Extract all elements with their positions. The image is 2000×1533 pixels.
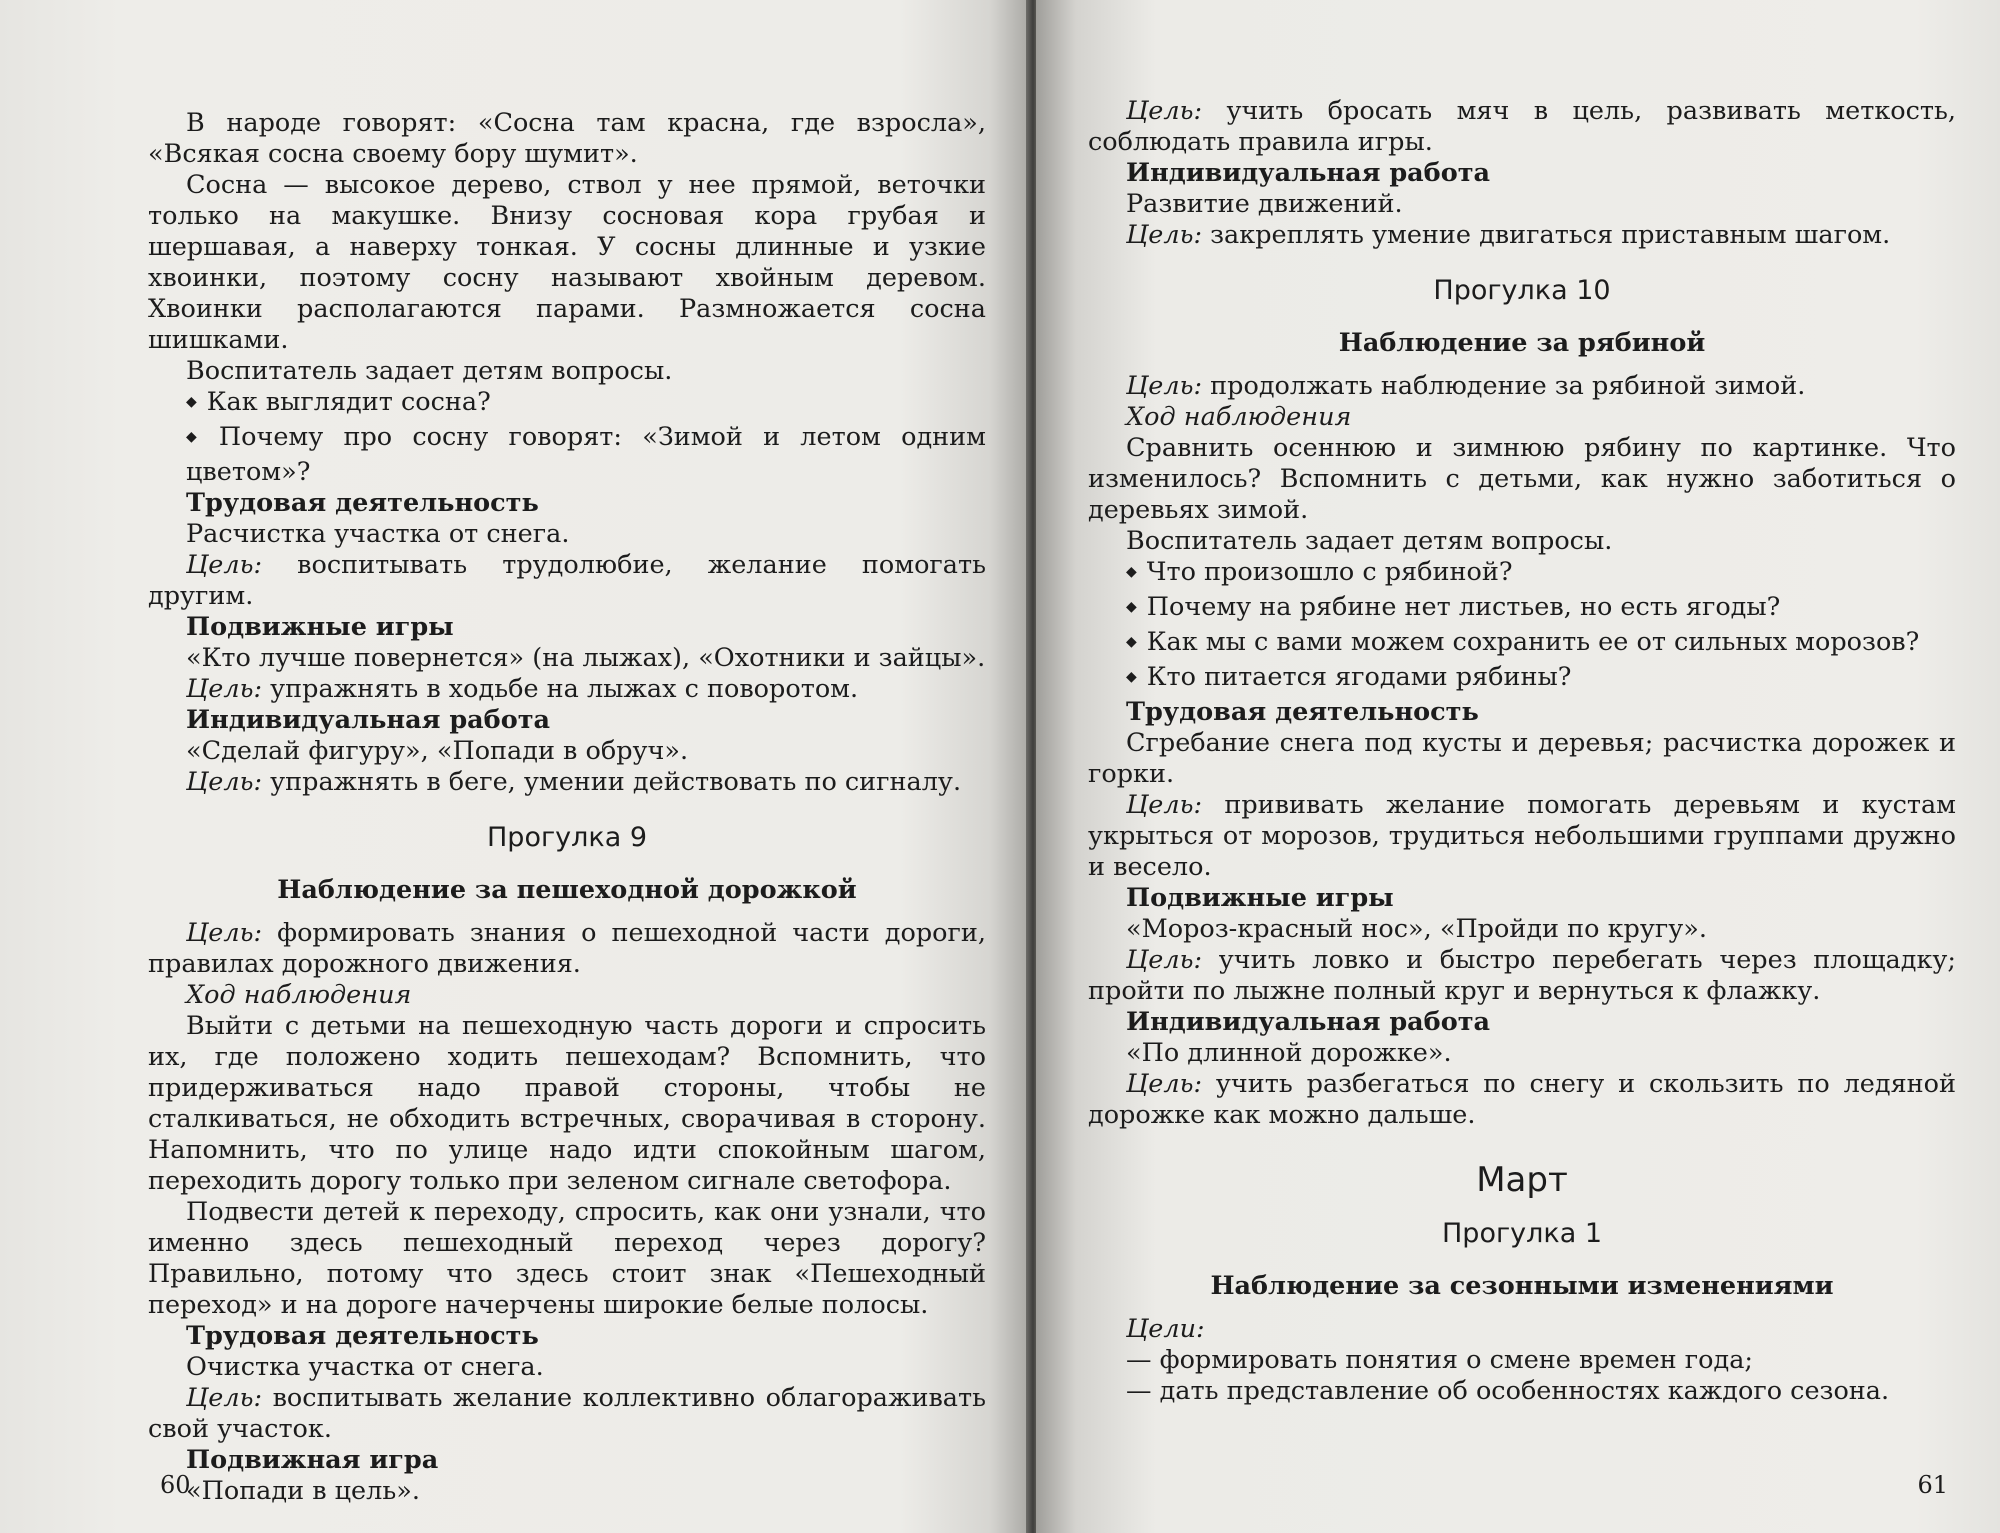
goal-label: Цель: bbox=[1126, 945, 1203, 975]
goal-line bbox=[148, 550, 986, 612]
goal-list-item: — формировать понятия о смене времен года; bbox=[1126, 1345, 1753, 1375]
paragraph: Воспитатель задает детям вопросы. bbox=[1126, 526, 1613, 556]
goal-text: упражнять в ходьбе на лыжах с поворотом. bbox=[262, 674, 859, 704]
goal-label: Цель: bbox=[1126, 1069, 1203, 1099]
goal-line bbox=[148, 674, 986, 705]
paragraph: Сосна — высокое дерево, ствол у нее прямой, веточки только на макушке. Внизу сосновая кора грубая и шершавая, а наверху тонкая. У сосны длинные и узкие хвоинки, поэтому сосну называют хвойным деревом. Хвоинки располагаются парами. Размножается сосна шишками. bbox=[148, 170, 986, 355]
goal-label: Цель: bbox=[1126, 96, 1203, 126]
goal-list-item: — дать представление об особенностях каждого сезона. bbox=[1126, 1376, 1890, 1406]
goal-text: учить бросать мяч в цель, развивать меткость, соблюдать правила игры. bbox=[1088, 96, 1956, 157]
goal-line bbox=[148, 918, 986, 980]
right-page-text bbox=[1088, 96, 1956, 1407]
goal-line bbox=[148, 767, 986, 798]
goal-text: воспитывать желание коллективно облагораживать свой участок. bbox=[148, 1383, 986, 1444]
paragraph: «Попади в цель». bbox=[186, 1476, 420, 1506]
goal-label: Цель: bbox=[186, 550, 263, 580]
goal-label: Цель: bbox=[1126, 790, 1203, 820]
section-heading: Трудовая деятельность bbox=[186, 1321, 539, 1351]
paragraph: Подвести детей к переходу, спросить, как они узнали, что именно здесь пешеходный переход через дорогу? Правильно, потому что здесь стоит знак «Пешеходный переход» и на дороге начерчены широкие белые полосы. bbox=[148, 1197, 986, 1320]
question-item: ◆ Кто питается ягодами рябины? bbox=[1088, 662, 1956, 697]
paragraph: Расчистка участка от снега. bbox=[186, 519, 570, 549]
goal-text: воспитывать трудолюбие, желание помогать другим. bbox=[148, 550, 986, 611]
observation-title: Наблюдение за пешеходной дорожкой bbox=[277, 875, 857, 905]
left-page-text bbox=[148, 108, 986, 1507]
goal-label: Цель: bbox=[186, 918, 263, 948]
observation-title: Наблюдение за сезонными изменениями bbox=[1210, 1271, 1834, 1301]
goal-line bbox=[1088, 96, 1956, 158]
observation-course-heading: Ход наблюдения bbox=[186, 980, 412, 1010]
goal-text: формировать знания о пешеходной части дороги, правилах дорожного движения. bbox=[148, 918, 986, 979]
walk-title: Прогулка 10 bbox=[1433, 275, 1611, 306]
question-item: ◆ Как выглядит сосна? bbox=[148, 387, 986, 422]
goal-line bbox=[1088, 945, 1956, 1007]
goal-text: учить ловко и быстро перебегать через площадку; пройти по лыжне полный круг и вернуться к флажку. bbox=[1088, 945, 1956, 1006]
section-heading: Индивидуальная работа bbox=[1126, 158, 1491, 188]
paragraph: Развитие движений. bbox=[1126, 189, 1403, 219]
question-item: ◆ Как мы с вами можем сохранить ее от сильных морозов? bbox=[1088, 627, 1956, 662]
paragraph: В народе говорят: «Сосна там красна, где взросла», «Всякая сосна своему бору шумит». bbox=[148, 108, 986, 169]
walk-title: Прогулка 9 bbox=[487, 822, 647, 853]
observation-title: Наблюдение за рябиной bbox=[1338, 328, 1706, 358]
goals-heading: Цели: bbox=[1126, 1314, 1205, 1344]
goal-line bbox=[148, 1383, 986, 1445]
paragraph: Воспитатель задает детям вопросы. bbox=[186, 356, 673, 386]
section-heading: Подвижные игры bbox=[186, 612, 454, 642]
section-heading: Трудовая деятельность bbox=[1126, 697, 1479, 727]
question-item: ◆ Почему про сосну говорят: «Зимой и летом одним цветом»? bbox=[148, 422, 986, 488]
goal-text: прививать желание помогать деревьям и кустам укрыться от морозов, трудиться небольшими группами дружно и весело. bbox=[1088, 790, 1956, 882]
goal-text: закреплять умение двигаться приставным шагом. bbox=[1202, 220, 1891, 250]
page-number: 60 bbox=[160, 1471, 191, 1499]
goal-line bbox=[1088, 790, 1956, 883]
paragraph: «По длинной дорожке». bbox=[1126, 1038, 1452, 1068]
section-heading: Подвижная игра bbox=[186, 1445, 439, 1475]
goal-line bbox=[1088, 220, 1956, 251]
paragraph: Выйти с детьми на пешеходную часть дороги и спросить их, где положено ходить пешеходам? Вспомнить, что придерживаться надо правой стороны, чтобы не сталкиваться, не обходить встречных, сворачивая в сторону. Напомнить, что по улице надо идти спокойным шагом, переходить дорогу только при зеленом сигнале светофора. bbox=[148, 1011, 986, 1196]
paragraph: «Сделай фигуру», «Попади в обруч». bbox=[186, 736, 689, 766]
goal-label: Цель: bbox=[1126, 220, 1203, 250]
section-heading: Подвижные игры bbox=[1126, 883, 1394, 913]
goal-text: учить разбегаться по снегу и скользить по ледяной дорожке как можно дальше. bbox=[1088, 1069, 1956, 1130]
goal-text: продолжать наблюдение за рябиной зимой. bbox=[1202, 371, 1806, 401]
paragraph: Сгребание снега под кусты и деревья; расчистка дорожек и горки. bbox=[1088, 728, 1956, 789]
goal-line bbox=[1088, 371, 1956, 402]
goal-label: Цель: bbox=[186, 767, 263, 797]
question-item: ◆ Что произошло с рябиной? bbox=[1088, 557, 1956, 592]
paragraph: «Кто лучше повернется» (на лыжах), «Охотники и зайцы». bbox=[186, 643, 986, 673]
question-item: ◆ Почему на рябине нет листьев, но есть ягоды? bbox=[1088, 592, 1956, 627]
section-heading: Трудовая деятельность bbox=[186, 488, 539, 518]
right-page bbox=[1036, 0, 2000, 1533]
section-heading: Индивидуальная работа bbox=[186, 705, 551, 735]
goal-label: Цель: bbox=[186, 674, 263, 704]
page-number: 61 bbox=[1917, 1471, 1948, 1499]
paragraph: «Мороз-красный нос», «Пройди по кругу». bbox=[1126, 914, 1707, 944]
month-title: Март bbox=[1476, 1160, 1568, 1200]
goal-text: упражнять в беге, умении действовать по сигналу. bbox=[262, 767, 962, 797]
goal-label: Цель: bbox=[186, 1383, 263, 1413]
section-heading: Индивидуальная работа bbox=[1126, 1007, 1491, 1037]
walk-title: Прогулка 1 bbox=[1442, 1218, 1602, 1249]
paragraph: Очистка участка от снега. bbox=[186, 1352, 544, 1382]
observation-course-heading: Ход наблюдения bbox=[1126, 402, 1352, 432]
paragraph: Сравнить осеннюю и зимнюю рябину по картинке. Что изменилось? Вспомнить с детьми, как нужно заботиться о деревьях зимой. bbox=[1088, 433, 1956, 525]
goal-label: Цель: bbox=[1126, 371, 1203, 401]
goal-line bbox=[1088, 1069, 1956, 1131]
